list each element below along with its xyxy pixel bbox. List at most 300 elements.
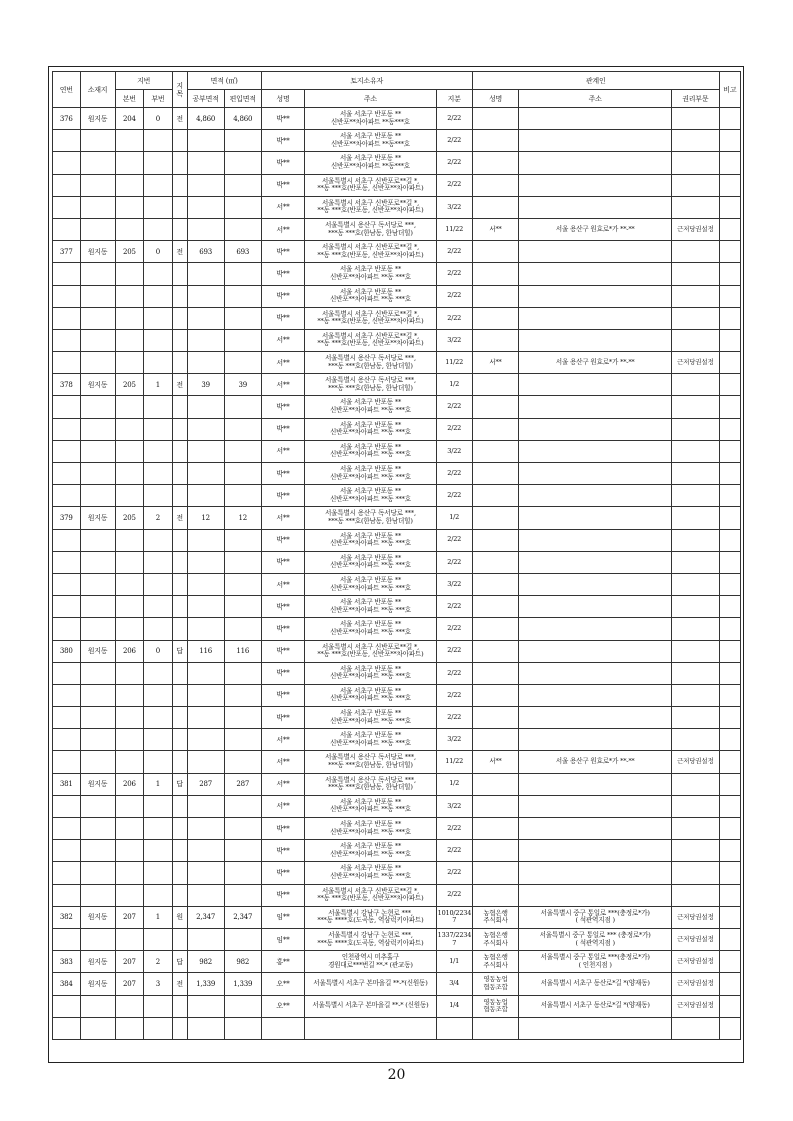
owner-name: 서** xyxy=(261,751,304,773)
official-area xyxy=(187,729,224,751)
owner-address xyxy=(305,906,436,928)
lot-sub xyxy=(144,928,173,950)
related-right-type: 근저당권설정 xyxy=(671,751,719,773)
table-row xyxy=(53,196,741,218)
related-name xyxy=(472,485,519,507)
land-category xyxy=(172,463,187,485)
land-category xyxy=(172,573,187,595)
related-name-line: 주식회사 xyxy=(483,960,508,969)
address-line: 신반포**차아파트 **동***호 xyxy=(330,139,410,148)
note-cell xyxy=(719,995,740,1017)
parcel-number xyxy=(53,196,81,218)
land-category xyxy=(172,751,187,773)
official-area xyxy=(187,818,224,840)
owner-address xyxy=(305,707,436,729)
share-line: 2/22 xyxy=(447,491,462,500)
parcel-location xyxy=(80,818,115,840)
owner-name: 박** xyxy=(261,684,304,706)
note-cell xyxy=(719,840,740,862)
address-line: 서울특별시 용산구 독서당로 ***, xyxy=(324,775,416,784)
official-area xyxy=(187,307,224,329)
related-name xyxy=(472,995,519,1017)
official-area: 4,860 xyxy=(187,108,224,130)
related-address xyxy=(519,973,672,995)
related-address xyxy=(519,396,672,418)
related-name xyxy=(472,285,519,307)
table-row xyxy=(53,751,741,773)
address-line: 서울 서초구 반포동 ** xyxy=(339,287,402,296)
share-line: 2/22 xyxy=(447,668,462,677)
acquire-area xyxy=(224,729,261,751)
related-address xyxy=(519,662,672,684)
land-category: 전 xyxy=(172,374,187,396)
owner-share xyxy=(436,218,472,240)
owner-share xyxy=(436,352,472,374)
land-category: 답 xyxy=(172,773,187,795)
related-address xyxy=(519,551,672,573)
related-right-type xyxy=(671,196,719,218)
official-area xyxy=(187,684,224,706)
related-name xyxy=(472,307,519,329)
share-line: 1/1 xyxy=(449,956,460,965)
official-area xyxy=(187,795,224,817)
owner-name: 박** xyxy=(261,862,304,884)
lot-sub xyxy=(144,995,173,1017)
header-share: 지분 xyxy=(436,90,472,108)
parcel-number xyxy=(53,707,81,729)
acquire-area xyxy=(224,152,261,174)
address-line: 신반포**차아파트 **동 ***호 xyxy=(329,627,411,636)
owner-share xyxy=(436,906,472,928)
owner-name: 박** xyxy=(261,818,304,840)
note-cell xyxy=(719,396,740,418)
related-address xyxy=(519,307,672,329)
acquire-area xyxy=(224,795,261,817)
acquire-area xyxy=(224,707,261,729)
note-cell xyxy=(719,174,740,196)
owner-name: 박** xyxy=(261,884,304,906)
address-line: 신반포**차아파트 **동 ***호 xyxy=(329,672,411,681)
lot-sub xyxy=(144,130,173,152)
parcel-location: 원지동 xyxy=(80,241,115,263)
land-category xyxy=(172,995,187,1017)
related-right-type xyxy=(671,130,719,152)
acquire-area xyxy=(224,418,261,440)
official-area xyxy=(187,396,224,418)
owner-share xyxy=(436,463,472,485)
related-name xyxy=(472,174,519,196)
parcel-number xyxy=(53,440,81,462)
address-line: 서울특별시 용산구 독서당로 ***, xyxy=(324,220,416,229)
related-name xyxy=(472,396,519,418)
owner-name: 박** xyxy=(261,285,304,307)
acquire-area xyxy=(224,263,261,285)
lot-sub: 0 xyxy=(144,108,173,130)
address-line: 신반포**차아파트 **동 ***호 xyxy=(329,738,411,747)
owner-share xyxy=(436,662,472,684)
owner-name: 박** xyxy=(261,307,304,329)
lot-sub: 0 xyxy=(144,640,173,662)
address-line: 신반포**차아파트 **동 ***호 xyxy=(329,406,411,415)
note-cell xyxy=(719,529,740,551)
owner-share xyxy=(436,684,472,706)
acquire-area xyxy=(224,463,261,485)
owner-address xyxy=(305,529,436,551)
land-category: 전 xyxy=(172,241,187,263)
parcel-location xyxy=(80,573,115,595)
share-line: 2/22 xyxy=(447,890,462,899)
table-row xyxy=(53,906,741,928)
owner-share xyxy=(436,507,472,529)
official-area: 116 xyxy=(187,640,224,662)
lot-sub xyxy=(144,596,173,618)
empty-cell xyxy=(261,1017,304,1039)
address-line: ***동 ***호(한남동, 한남더힐) xyxy=(328,516,413,525)
lot-sub xyxy=(144,174,173,196)
related-right-type xyxy=(671,263,719,285)
related-address xyxy=(519,440,672,462)
note-cell xyxy=(719,285,740,307)
address-line: 서울 서초구 반포동 ** xyxy=(339,731,402,740)
table-row xyxy=(53,218,741,240)
related-name xyxy=(472,130,519,152)
parcel-number xyxy=(53,862,81,884)
related-right-type xyxy=(671,529,719,551)
related-name xyxy=(472,551,519,573)
owner-share xyxy=(436,551,472,573)
related-address xyxy=(519,196,672,218)
owner-name: 박** xyxy=(261,485,304,507)
address-line: ( 석관역지점 ) xyxy=(575,916,615,925)
address-line: 서울 서초구 반포동 ** xyxy=(339,864,402,873)
parcel-location: 원지동 xyxy=(80,640,115,662)
parcel-location xyxy=(80,263,115,285)
lot-sub: 2 xyxy=(144,951,173,973)
parcel-number xyxy=(53,352,81,374)
lot-main xyxy=(115,218,144,240)
address-line: 신반포**차아파트 **동 ***호 xyxy=(329,539,411,548)
lot-main xyxy=(115,884,144,906)
address-line: 신반포**차아파트 **동 ***호 xyxy=(329,561,411,570)
empty-cell xyxy=(519,1017,672,1039)
share-line: 7 xyxy=(452,916,457,925)
share-line: 2/22 xyxy=(447,158,462,167)
note-cell xyxy=(719,551,740,573)
address-line: 신반포**차아파트 **동 ***호 xyxy=(329,472,411,481)
lot-sub: 3 xyxy=(144,973,173,995)
parcel-number xyxy=(53,818,81,840)
share-line: 2/22 xyxy=(447,846,462,855)
lot-main xyxy=(115,707,144,729)
related-right-type xyxy=(671,884,719,906)
official-area xyxy=(187,596,224,618)
address-line: 서울특별시 강남구 논현로 ***, xyxy=(328,908,413,917)
related-name xyxy=(472,374,519,396)
table-row xyxy=(53,507,741,529)
related-name xyxy=(472,951,519,973)
acquire-area xyxy=(224,884,261,906)
address-line: 신반포**차아파트 **동***호 xyxy=(330,117,410,126)
note-cell xyxy=(719,795,740,817)
parcel-number: 383 xyxy=(53,951,81,973)
parcel-number xyxy=(53,596,81,618)
owner-share xyxy=(436,329,472,351)
note-cell xyxy=(719,640,740,662)
address-line: 서울특별시 서초구 신반포로**길 *, xyxy=(321,331,419,340)
empty-cell xyxy=(671,1017,719,1039)
header-rel-type: 권리부문 xyxy=(671,90,719,108)
parcel-location xyxy=(80,618,115,640)
owner-name: 박** xyxy=(261,396,304,418)
owner-address xyxy=(305,928,436,950)
address-line: **동 ***호(반포동, 신반포**차아파트) xyxy=(317,184,424,193)
related-right-type xyxy=(671,507,719,529)
related-name xyxy=(472,440,519,462)
address-line: 서울 서초구 반포동 ** xyxy=(339,487,402,496)
parcel-number xyxy=(53,662,81,684)
share-line: 2/22 xyxy=(447,535,462,544)
related-right-type xyxy=(671,418,719,440)
owner-share xyxy=(436,130,472,152)
lot-sub: 0 xyxy=(144,241,173,263)
land-category xyxy=(172,174,187,196)
official-area xyxy=(187,196,224,218)
address-line: 신반포**차아파트 **동 ***호 xyxy=(329,583,411,592)
table-row xyxy=(53,618,741,640)
land-category xyxy=(172,440,187,462)
related-right-type xyxy=(671,463,719,485)
address-line: 서울특별시 서초구 신반포로**길 *, xyxy=(321,243,419,252)
lot-sub xyxy=(144,485,173,507)
owner-share xyxy=(436,640,472,662)
official-area xyxy=(187,529,224,551)
address-line: 신반포**차아파트 **동 ***호 xyxy=(329,428,411,437)
official-area xyxy=(187,618,224,640)
header-sub-no: 부번 xyxy=(144,90,173,108)
official-area xyxy=(187,995,224,1017)
related-right-type xyxy=(671,773,719,795)
land-category xyxy=(172,618,187,640)
table-row xyxy=(53,130,741,152)
acquire-area: 12 xyxy=(224,507,261,529)
related-right-type: 근저당권설정 xyxy=(671,973,719,995)
related-name xyxy=(472,773,519,795)
address-line: ***동 ***호(한남동, 한남더힐) xyxy=(328,228,413,237)
address-line: 신반포**차아파트 **동 ***호 xyxy=(329,827,411,836)
lot-sub xyxy=(144,707,173,729)
lot-main xyxy=(115,263,144,285)
land-category xyxy=(172,352,187,374)
related-right-type: 근저당권설정 xyxy=(671,995,719,1017)
official-area: 287 xyxy=(187,773,224,795)
lot-main xyxy=(115,329,144,351)
owner-address xyxy=(305,463,436,485)
related-name xyxy=(472,884,519,906)
related-address xyxy=(519,795,672,817)
related-right-type xyxy=(671,662,719,684)
address-line: 서울특별시 서초구 동산로*길 *(양재동) xyxy=(540,1001,650,1010)
table-row xyxy=(53,551,741,573)
owner-address xyxy=(305,795,436,817)
land-category xyxy=(172,684,187,706)
share-line: 3/22 xyxy=(447,801,462,810)
parcel-number xyxy=(53,529,81,551)
lot-main xyxy=(115,729,144,751)
lot-sub xyxy=(144,352,173,374)
owner-share xyxy=(436,485,472,507)
table-body xyxy=(53,108,741,1040)
parcel-location xyxy=(80,928,115,950)
related-address xyxy=(519,329,672,351)
lot-main xyxy=(115,795,144,817)
share-line: 3/4 xyxy=(449,979,460,988)
parcel-location xyxy=(80,751,115,773)
header-area: 면적 (㎡) xyxy=(187,72,261,90)
address-line: 서울 서초구 반포동 ** xyxy=(339,110,402,118)
related-name xyxy=(472,596,519,618)
related-right-type xyxy=(671,840,719,862)
lot-main xyxy=(115,573,144,595)
land-category xyxy=(172,263,187,285)
related-address xyxy=(519,573,672,595)
lot-main xyxy=(115,396,144,418)
official-area xyxy=(187,662,224,684)
parcel-number xyxy=(53,485,81,507)
owner-share xyxy=(436,307,472,329)
parcel-number xyxy=(53,884,81,906)
owner-address xyxy=(305,174,436,196)
related-name xyxy=(472,329,519,351)
empty-cell xyxy=(224,1017,261,1039)
table-row xyxy=(53,573,741,595)
address-line: 신반포**차아파트 **동 ***호 xyxy=(329,605,411,614)
address-line: 서울 용산구 원효로*가 **-** xyxy=(555,757,635,766)
related-right-type: 근저당권설정 xyxy=(671,928,719,950)
table-row xyxy=(53,108,741,130)
parcel-number xyxy=(53,573,81,595)
lot-sub xyxy=(144,551,173,573)
address-line: 신반포**차아파트 **동 ***호 xyxy=(329,295,411,304)
lot-main xyxy=(115,862,144,884)
owner-share xyxy=(436,396,472,418)
parcel-number: 382 xyxy=(53,906,81,928)
header-owner-group: 토지소유자 xyxy=(261,72,472,90)
acquire-area: 982 xyxy=(224,951,261,973)
owner-address xyxy=(305,152,436,174)
share-line: 3/22 xyxy=(447,735,462,744)
related-name xyxy=(472,707,519,729)
parcel-number xyxy=(53,130,81,152)
acquire-area xyxy=(224,285,261,307)
owner-share xyxy=(436,884,472,906)
related-right-type xyxy=(671,596,719,618)
table-row xyxy=(53,241,741,263)
address-line: **동 ***호(반포동, 신반포**차아파트) xyxy=(317,339,424,348)
related-right-type xyxy=(671,551,719,573)
note-cell xyxy=(719,596,740,618)
land-category xyxy=(172,396,187,418)
related-address xyxy=(519,951,672,973)
official-area xyxy=(187,263,224,285)
owner-address xyxy=(305,773,436,795)
parcel-location xyxy=(80,440,115,462)
land-category xyxy=(172,818,187,840)
note-cell xyxy=(719,618,740,640)
lot-main: 207 xyxy=(115,973,144,995)
address-line: ***동 ****호(도곡동, 역삼럭키아파트) xyxy=(317,916,424,925)
empty-cell xyxy=(172,1017,187,1039)
lot-sub xyxy=(144,751,173,773)
header-no: 연번 xyxy=(53,72,81,108)
parcel-location xyxy=(80,662,115,684)
owner-share xyxy=(436,973,472,995)
lot-main xyxy=(115,463,144,485)
table-row xyxy=(53,418,741,440)
lot-main: 206 xyxy=(115,773,144,795)
owner-share xyxy=(436,241,472,263)
address-line: 서울특별시 서초구 본마을길 **-* (신원동) xyxy=(312,1001,429,1010)
note-cell xyxy=(719,352,740,374)
table-row xyxy=(53,818,741,840)
acquire-area: 39 xyxy=(224,374,261,396)
address-line: 서울 서초구 반포동 ** xyxy=(339,398,402,407)
owner-share xyxy=(436,928,472,950)
header-location: 소재지 xyxy=(80,72,115,108)
related-name xyxy=(472,152,519,174)
related-name xyxy=(472,973,519,995)
table-row xyxy=(53,529,741,551)
lot-sub xyxy=(144,329,173,351)
related-name xyxy=(472,684,519,706)
parcel-number xyxy=(53,218,81,240)
acquire-area xyxy=(224,551,261,573)
related-right-type xyxy=(671,684,719,706)
owner-address xyxy=(305,374,436,396)
note-cell xyxy=(719,218,740,240)
share-line: 2/22 xyxy=(447,246,462,255)
related-address xyxy=(519,241,672,263)
lot-main xyxy=(115,440,144,462)
lot-main: 207 xyxy=(115,906,144,928)
related-right-type xyxy=(671,485,719,507)
address-line: 신반포**차아파트 **동 ***호 xyxy=(329,871,411,880)
owner-name: 임** xyxy=(261,906,304,928)
owner-address xyxy=(305,640,436,662)
land-category xyxy=(172,662,187,684)
share-line: 7 xyxy=(452,938,457,947)
parcel-number xyxy=(53,263,81,285)
owner-address xyxy=(305,440,436,462)
address-line: 서울 용산구 원효로*가 **-** xyxy=(555,357,635,366)
owner-address xyxy=(305,573,436,595)
related-right-type xyxy=(671,241,719,263)
address-line: 서울 서초구 반포동 ** xyxy=(339,420,402,429)
owner-share xyxy=(436,729,472,751)
address-line: 서울특별시 서초구 신반포로**길 *, xyxy=(321,642,419,651)
lot-main xyxy=(115,551,144,573)
table-row xyxy=(53,1017,741,1039)
share-line: 2/22 xyxy=(447,868,462,877)
note-cell xyxy=(719,884,740,906)
lot-sub xyxy=(144,662,173,684)
related-address xyxy=(519,485,672,507)
owner-share xyxy=(436,152,472,174)
acquire-area xyxy=(224,174,261,196)
related-address xyxy=(519,862,672,884)
related-address xyxy=(519,285,672,307)
parcel-number xyxy=(53,152,81,174)
table-row xyxy=(53,307,741,329)
